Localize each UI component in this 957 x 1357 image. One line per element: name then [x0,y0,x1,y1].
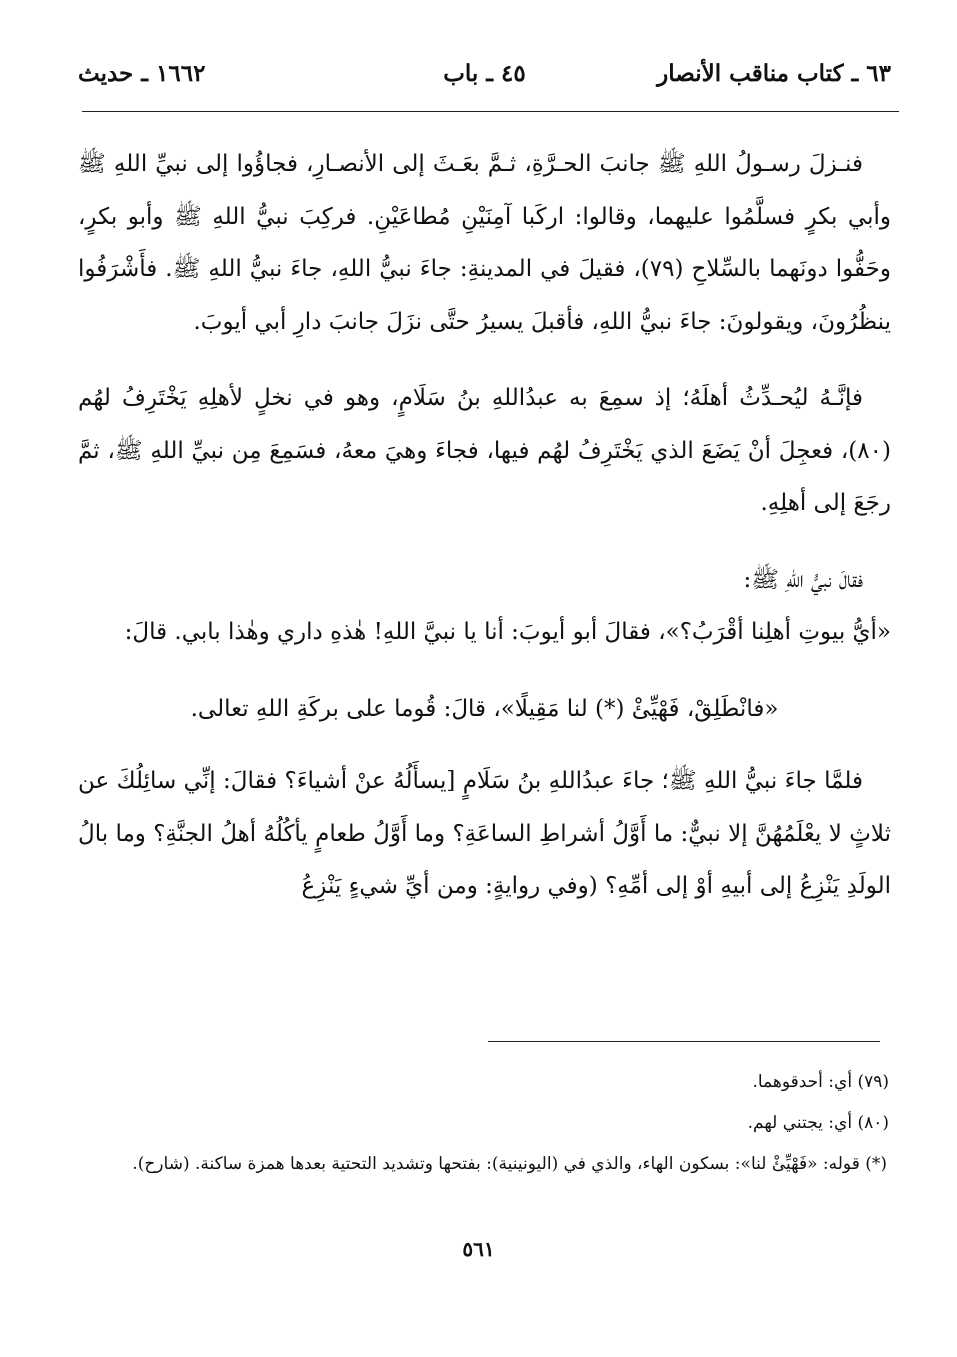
header-hadith-number: ١٦٦٢ ـ حديث [78,60,206,87]
footnote-star: (*) قوله: «فَهْيِّئْ لنا»: بسكون الهاء، والذي في (اليونينية): بفتحها وتشديد التحتية بعدها همزة ساكنة. (شارح). [132,1154,887,1174]
footnote-80: (٨٠) أي: يجتني لهم. [747,1113,889,1133]
paragraph-prophet-said: فقالَ نبيُّ اللهِ ﷺ: [743,566,863,593]
header-divider [82,111,899,112]
paragraph-go-prepare: «فانْطَلِقْ، فَهْيِّئْ (*) لنا مَقِيلًا»، قالَ: قُوما على بركَةِ اللهِ تعالى. [190,695,779,722]
paragraph-abu-ayyub-reply: «أيُّ بيوتِ أهلِنا أقْرَبُ؟»، فقالَ أبو أيوبَ: أنا يا نبيَّ اللهِ! هٰذهِ داري وهٰذا بابي. قالَ: [124,619,891,645]
header-chapter-title: ٦٣ ـ كتاب مناقب الأنصار [657,60,891,87]
header-section-title: ٤٥ ـ باب [443,60,526,87]
footnote-79: (٧٩) أي: أحدقوهما. [752,1072,889,1092]
paragraph-arrival: فنـزلَ رسـولُ اللهِ ﷺ جانبَ الحـرَّةِ، ثـمَّ بعَـثَ إلى الأنصـارِ، فجاؤُوا إلى نبيِّ اللهِ ﷺ وأبي بكرٍ فسلَّمُوا عليهما، وقالوا: اركَبا آمِنَيْنِ مُطاعَيْنِ. فركِبَ نبيُّ اللهِ ﷺ وأبو بكرٍ، وحَفُّوا دونَهما بالسِّلاحِ (٧٩)، فقيلَ في المدينةِ: جاءَ نبيُّ اللهِ، جاءَ نبيُّ اللهِ ﷺ. فأَشْرَفُوا ينظُرُونَ، ويقولونَ: جاءَ نبيُّ اللهِ، فأقبلَ يسيرُ حتَّى نزَلَ جانبَ دارِ أبي أيوبَ. [78,151,891,335]
footnote-divider [488,1041,880,1042]
page-number: ٥٦١ [462,1237,495,1261]
running-header [78,60,891,98]
main-text [78,138,891,937]
paragraph-abdullah-ibn-salam: فإنَّـهُ ليُحـدِّثُ أهلَهُ؛ إذ سمِعَ به عبدُاللهِ بنُ سَلَامٍ، وهو في نخلٍ لأهلِهِ يَخْتَرِفُ لهُم (٨٠)، فعجِلَ أنْ يَضَعَ الذي يَخْتَرِفُ لهُم فيها، فجاءَ وهيَ معهُ، فسَمِعَ مِن نبيِّ اللهِ ﷺ، ثمَّ رجَعَ إلى أهلِهِ. [78,385,891,516]
footnotes [78,1062,891,1185]
paragraph-three-questions: فلمَّا جاءَ نبيُّ اللهِ ﷺ؛ جاءَ عبدُاللهِ بنُ سَلَامٍ [يسأَلُهُ عنْ أشياءَ؟ فقالَ: إنِّي سائِلُكَ عن ثلاثٍ لا يعْلَمُهُنَّ إلا نبيٌّ: ما أَوَّلُ أشراطِ الساعَةِ؟ وما أَوَّلُ طعامٍ يأكُلُهُ أهلُ الجنَّةِ؟ وما بالُ الولَدِ يَنْزِعُ إلى أبيهِ أوْ إلى أمِّهِ؟ (وفي روايةٍ: ومن أيِّ شيءٍ يَنْزِعُ [78,768,891,899]
